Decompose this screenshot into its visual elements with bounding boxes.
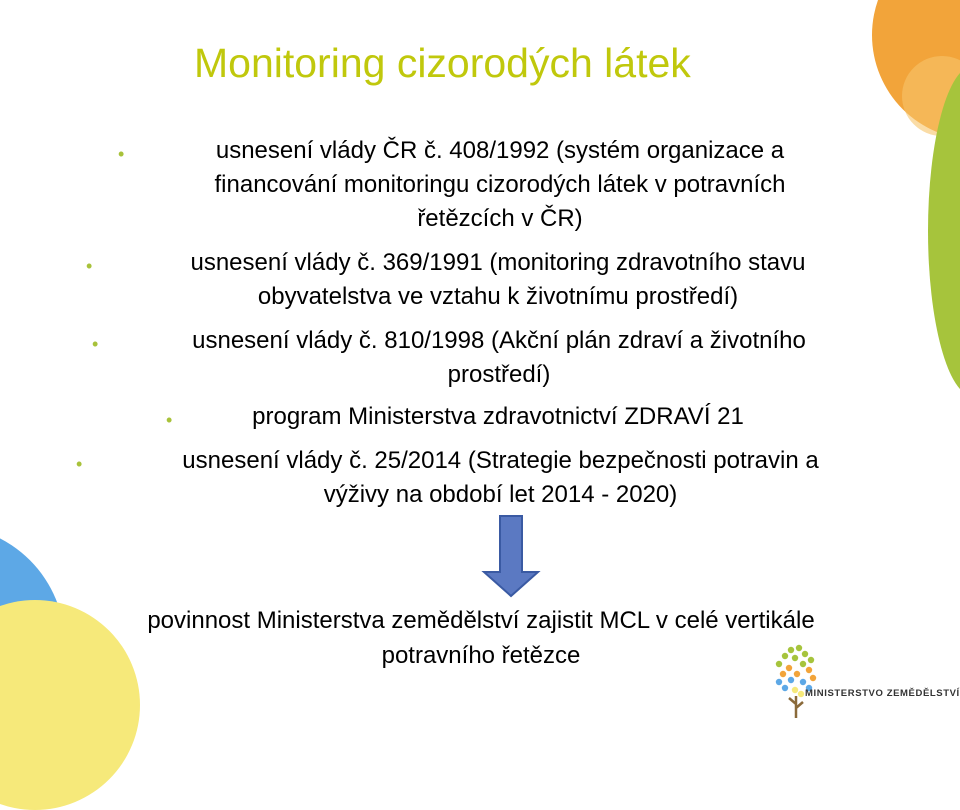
- slide-title: Monitoring cizorodých látek: [194, 40, 691, 86]
- bullet-dot-icon: •: [86, 256, 93, 276]
- bullet-item: [92, 324, 874, 392]
- bullet-item: [76, 444, 893, 512]
- conclusion-line: potravního řetězce: [381, 642, 581, 669]
- bullet-dot-icon: •: [118, 144, 125, 164]
- bullet-line: řetězcích v ČR): [417, 205, 583, 232]
- bullet-line: obyvatelstva ve vztahu k životnímu prostředí): [257, 283, 739, 310]
- bullet-line: usnesení vlády č. 369/1991 (monitoring zdravotního stavu: [190, 249, 806, 276]
- bullet-item: [118, 134, 850, 236]
- bullet-dot-icon: •: [166, 410, 173, 430]
- down-arrow-icon: [481, 514, 541, 598]
- bullet-line: financování monitoringu cizorodých látek v potravních: [214, 171, 786, 198]
- conclusion-line: povinnost Ministerstva zemědělství zajistit MCL v celé vertikále: [147, 607, 815, 634]
- bullet-line: usnesení vlády č. 25/2014 (Strategie bezpečnosti potravin a: [182, 447, 819, 474]
- bullet-line: program Ministerstva zdravotnictví ZDRAVÍ 21: [252, 403, 744, 430]
- bullet-line: výživy na období let 2014 - 2020): [323, 481, 678, 508]
- bullet-line: usnesení vlády č. 810/1998 (Akční plán zdraví a životního: [192, 327, 806, 354]
- ministry-tree-logo-icon: [765, 638, 945, 720]
- bullet-dot-icon: •: [92, 334, 99, 354]
- bullet-item: [86, 246, 878, 314]
- bullet-line: prostředí): [447, 361, 551, 388]
- bullet-dot-icon: •: [76, 454, 83, 474]
- logo-text: MINISTERSTVO ZEMĚDĚLSTVÍ: [805, 688, 960, 699]
- bullet-line: usnesení vlády ČR č. 408/1992 (systém organizace a: [215, 137, 785, 164]
- bullet-item: [166, 400, 798, 434]
